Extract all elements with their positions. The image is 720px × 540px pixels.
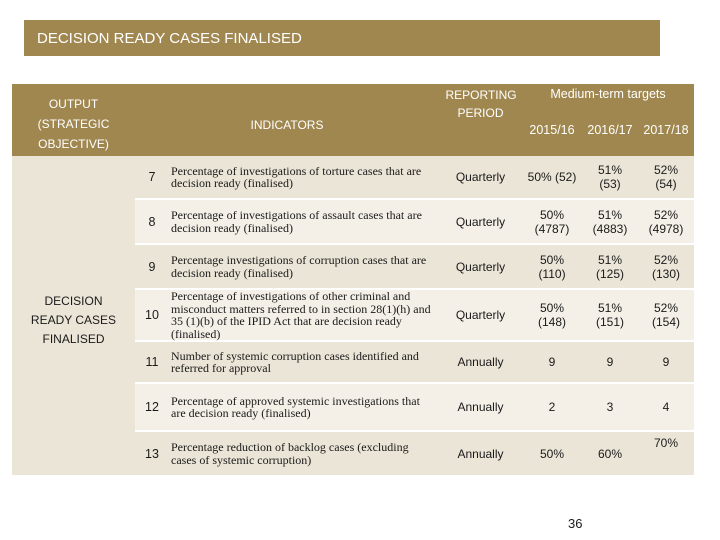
target-2015-16-text: 50% (148) <box>537 301 566 329</box>
target-2017-18-text: 52% (4978) <box>648 207 684 236</box>
target-2017-18-text: 52% (54) <box>653 163 679 191</box>
year-header-1: 2015/16 <box>522 104 582 156</box>
indicator-text: Percentage of investigations of other criminal and misconduct matters referred to in section 28(1)(h) and 35 (1)(b) of the IPID Act that are decision ready (finalised) <box>169 290 439 342</box>
target-2016-17 <box>582 245 638 290</box>
year-header-2: 2016/17 <box>582 104 638 156</box>
target-2016-17 <box>582 200 638 245</box>
row-number: 12 <box>135 384 169 432</box>
indicator-text: Percentage investigations of corruption cases that are decision ready (finalised) <box>169 245 439 290</box>
target-2017-18 <box>638 245 694 290</box>
target-2016-17-text: 51% (125) <box>595 252 624 281</box>
reporting-period: Quarterly <box>439 156 522 200</box>
indicator-text: Percentage reduction of backlog cases (excluding cases of systemic corruption) <box>169 432 439 477</box>
target-2016-17-text: 51% (151) <box>595 301 624 329</box>
target-2016-17-text: 51% (53) <box>597 163 623 191</box>
target-2017-18 <box>638 290 694 342</box>
indicator-text: Number of systemic corruption cases identified and referred for approval <box>169 342 439 384</box>
row-number: 11 <box>135 342 169 384</box>
target-2015-16: 2 <box>522 384 582 432</box>
target-2017-18 <box>638 156 694 200</box>
table-row <box>12 156 694 200</box>
target-2015-16 <box>522 290 582 342</box>
indicator-text: Percentage of investigations of assault cases that are decision ready (finalised) <box>169 200 439 245</box>
medium-term-header: Medium-term targets <box>522 84 694 104</box>
row-number: 10 <box>135 290 169 342</box>
target-2015-16-text: 50% (4787) <box>534 207 570 236</box>
output-name: DECISION READY CASES FINALISED <box>30 294 117 346</box>
target-2016-17 <box>582 290 638 342</box>
output-header-label: OUTPUT (STRATEGIC OBJECTIVE) <box>37 97 110 151</box>
indicators-header: INDICATORS <box>135 84 439 156</box>
target-2017-18: 9 <box>638 342 694 384</box>
row-number: 9 <box>135 245 169 290</box>
target-2017-18: 4 <box>638 384 694 432</box>
target-2015-16 <box>522 245 582 290</box>
target-2015-16: 9 <box>522 342 582 384</box>
output-cell <box>12 156 135 477</box>
row-number: 13 <box>135 432 169 477</box>
target-2017-18 <box>638 200 694 245</box>
target-2017-18-text: 52% (154) <box>651 301 680 329</box>
target-2015-16-text: 50% (110) <box>538 252 566 281</box>
row-number: 7 <box>135 156 169 200</box>
reporting-period: Quarterly <box>439 245 522 290</box>
target-2017-18-text: 52% (130) <box>651 252 680 281</box>
target-2015-16 <box>522 200 582 245</box>
target-2016-17: 9 <box>582 342 638 384</box>
target-2017-18: 70% <box>638 432 694 477</box>
reporting-period: Quarterly <box>439 200 522 245</box>
indicator-text: Percentage of investigations of torture cases that are decision ready (finalised) <box>169 156 439 200</box>
year-header-3: 2017/18 <box>638 104 694 156</box>
reporting-period-label: REPORTING PERIOD <box>445 88 517 120</box>
reporting-period: Annually <box>439 432 522 477</box>
target-2016-17: 3 <box>582 384 638 432</box>
targets-table <box>12 84 694 477</box>
target-2015-16: 50% <box>522 432 582 477</box>
target-2016-17: 60% <box>582 432 638 477</box>
slide-title: DECISION READY CASES FINALISED <box>24 20 660 56</box>
output-header <box>12 84 135 156</box>
target-2016-17 <box>582 156 638 200</box>
page-number: 36 <box>568 516 583 531</box>
reporting-period: Quarterly <box>439 290 522 342</box>
reporting-period: Annually <box>439 342 522 384</box>
reporting-period-header <box>439 84 522 156</box>
reporting-period: Annually <box>439 384 522 432</box>
target-2016-17-text: 51% (4883) <box>592 207 628 236</box>
indicator-text: Percentage of approved systemic investigations that are decision ready (finalised) <box>169 384 439 432</box>
targets-table-container <box>12 84 694 477</box>
row-number: 8 <box>135 200 169 245</box>
target-2015-16: 50% (52) <box>522 156 582 200</box>
